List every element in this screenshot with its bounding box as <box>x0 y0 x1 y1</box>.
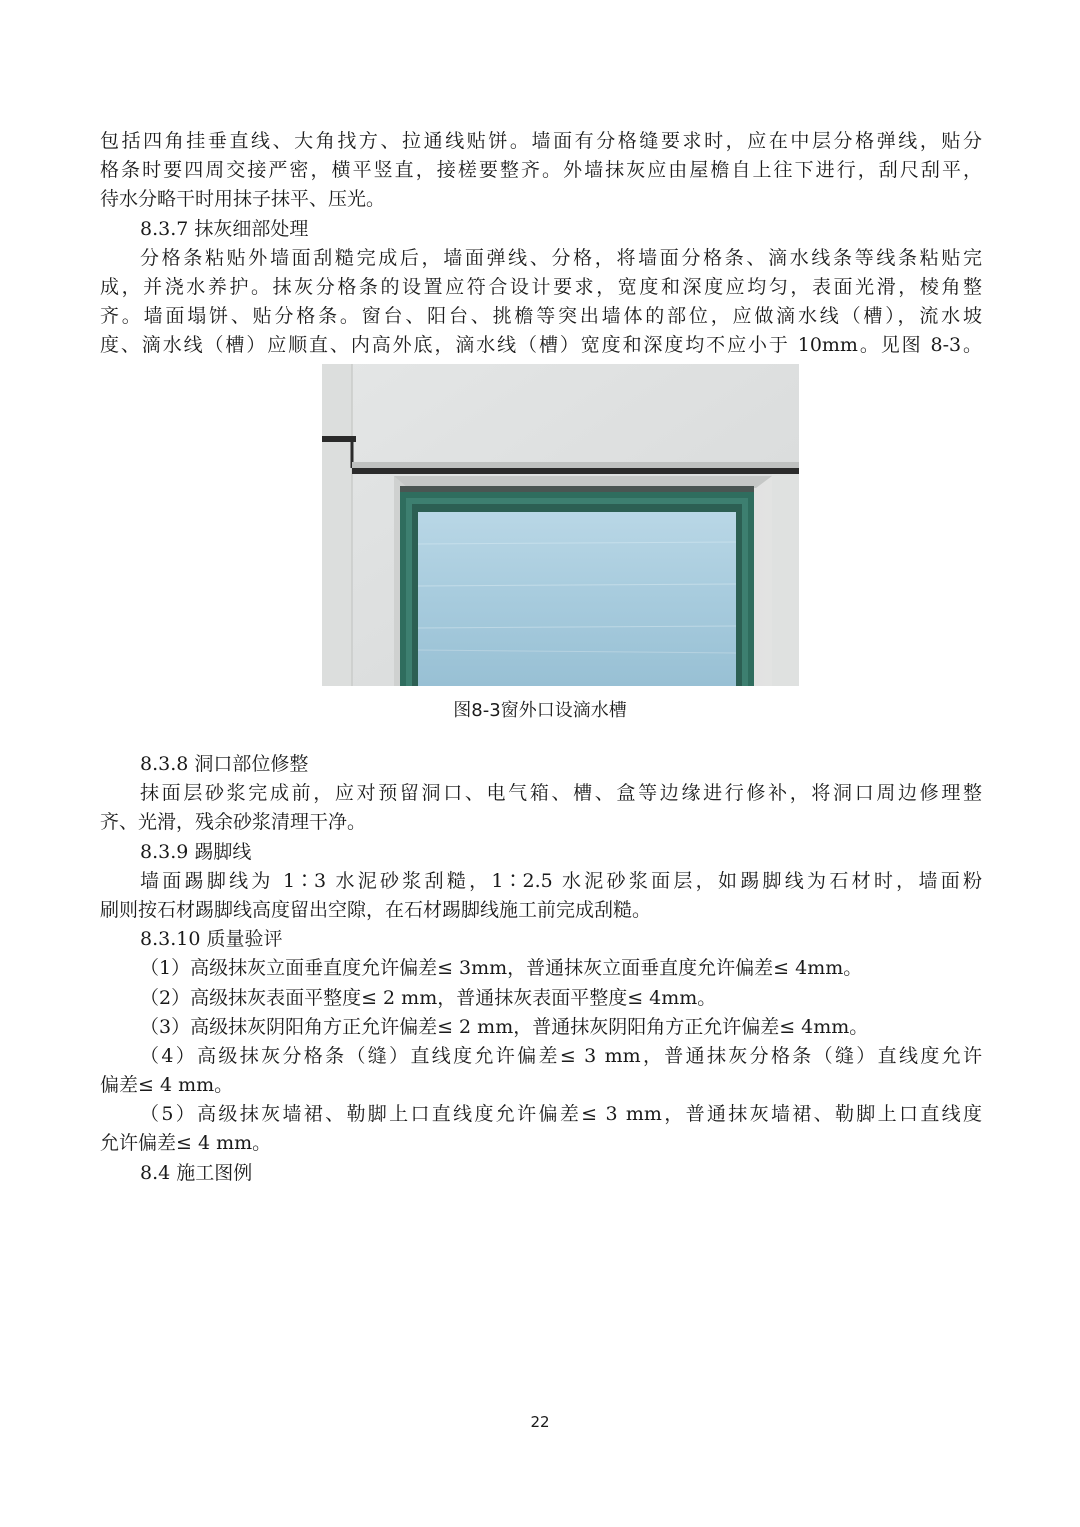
paragraph-line: 墙面踢脚线为 1∶3 水泥砂浆刮糙，1∶2.5 水泥砂浆面层，如踢脚线为石材时，墙面粉 <box>140 869 982 892</box>
paragraph-line: 包括四角挂垂直线、大角找方、拉通线贴饼。墙面有分格缝要求时，应在中层分格弹线，贴分 <box>100 130 982 152</box>
paragraph-line: 分格条粘贴外墙面刮糙完成后，墙面弹线、分格，将墙面分格条、滴水线条等线条粘贴完 <box>140 246 982 269</box>
list-item: （1）高级抹灰立面垂直度允许偏差≤ 3mm，普通抹灰立面垂直度允许偏差≤ 4mm。 <box>140 957 863 980</box>
paragraph-line: 格条时要四周交接严密，横平竖直，接槎要整齐。外墙抹灰应由屋檐自上往下进行，刮尺刮平， <box>100 159 982 182</box>
section-heading-8-3-8: 8.3.8 洞口部位修整 <box>140 753 309 775</box>
list-item: （2）高级抹灰表面平整度≤ 2 mm，普通抹灰表面平整度≤ 4mm。 <box>140 986 717 1009</box>
list-item-continuation: 偏差≤ 4 mm。 <box>100 1074 234 1097</box>
list-item: （5）高级抹灰墙裙、勒脚上口直线度允许偏差≤ 3 mm，普通抹灰墙裙、勒脚上口直线度 <box>140 1103 982 1126</box>
window-drip-groove-photo <box>322 364 799 686</box>
section-heading-8-4: 8.4 施工图例 <box>140 1161 253 1184</box>
paragraph-line: 成，并浇水养护。抹灰分格条的设置应符合设计要求，宽度和深度应均匀，表面光滑，棱角整 <box>100 275 982 298</box>
paragraph-line: 度、滴水线（槽）应顺直、内高外底，滴水线（槽）宽度和深度均不应小于 10mm。见图 8-3。 <box>100 334 982 357</box>
paragraph-line: 抹面层砂浆完成前，应对预留洞口、电气箱、槽、盒等边缘进行修补，将洞口周边修理整 <box>140 782 982 805</box>
paragraph-line: 齐、光滑，残余砂浆清理干净。 <box>100 811 367 834</box>
paragraph-line: 待水分略干时用抹子抹平、压光。 <box>100 188 386 211</box>
page-number: 22 <box>530 1413 550 1431</box>
section-heading-8-3-7: 8.3.7 抹灰细部处理 <box>140 217 309 240</box>
figure-caption: 图8-3窗外口设滴水槽 <box>453 700 627 721</box>
section-heading-8-3-9: 8.3.9 踢脚线 <box>140 840 252 863</box>
paragraph-line: 齐。墙面塌饼、贴分格条。窗台、阳台、挑檐等突出墙体的部位，应做滴水线（槽），流水坡 <box>100 305 982 328</box>
list-item: （4）高级抹灰分格条（缝）直线度允许偏差≤ 3 mm，普通抹灰分格条（缝）直线度允许 <box>140 1044 982 1067</box>
upper-text <box>100 127 982 361</box>
paragraph-line: 刷则按石材踢脚线高度留出空隙，在石材踢脚线施工前完成刮糙。 <box>100 898 652 921</box>
section-heading-8-3-10: 8.3.10 质量验评 <box>140 928 283 951</box>
list-item-continuation: 允许偏差≤ 4 mm。 <box>100 1132 272 1155</box>
lower-text <box>100 750 982 1188</box>
list-item: （3）高级抹灰阴阳角方正允许偏差≤ 2 mm，普通抹灰阴阳角方正允许偏差≤ 4mm。 <box>140 1015 869 1038</box>
